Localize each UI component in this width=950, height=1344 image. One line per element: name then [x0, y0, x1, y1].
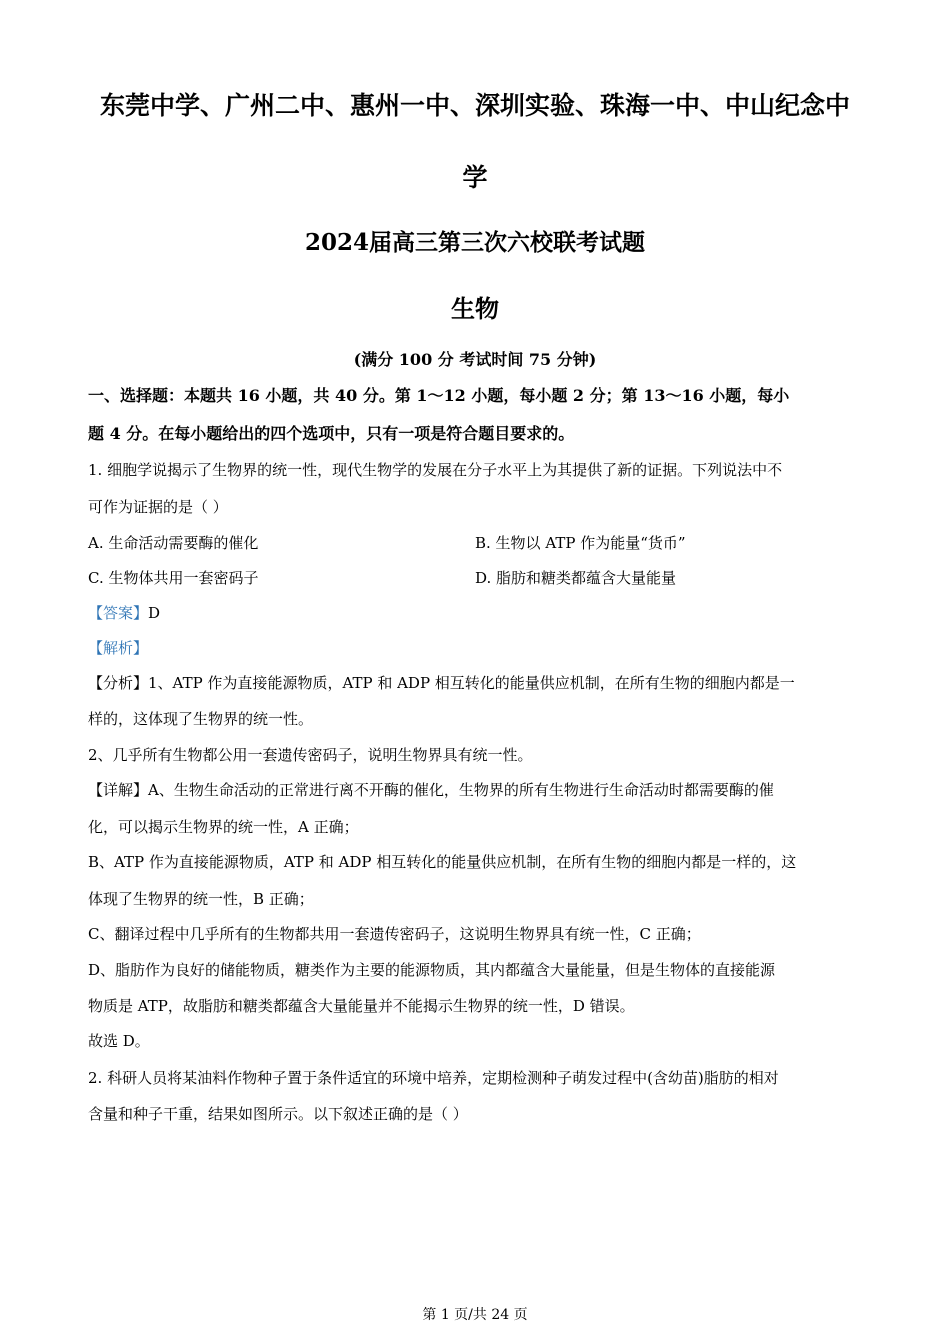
- fenxi-text: 1、ATP 作为直接能源物质，ATP 和 ADP 相互转化的能量供应机制，在所有生物的细胞内都是一: [148, 674, 795, 692]
- q1-xiangjie-b-line-1: B、ATP 作为直接能源物质，ATP 和 ADP 相互转化的能量供应机制，在所有生物的细胞内都是一样的，这: [88, 853, 797, 871]
- xiangjie-label: 【详解】: [88, 781, 149, 799]
- q1-xiangjie-d-line-1: D、脂肪作为良好的储能物质，糖类作为主要的能源物质，其内都蕴含大量能量，但是生物体的直接能源: [88, 961, 776, 979]
- exam-title: 2024届高三第三次六校联考试题: [304, 229, 645, 256]
- score-time-note: (满分 100 分 考试时间 75 分钟): [353, 350, 597, 369]
- section-heading-line-1: 一、选择题：本题共 16 小题，共 40 分。第 1～12 小题，每小题 2 分；第 13～16 小题，每小: [88, 386, 790, 405]
- q1-fenxi-line-2: 样的，这体现了生物界的统一性。: [88, 710, 314, 728]
- q1-option-c: C. 生物体共用一套密码子: [88, 569, 259, 587]
- fenxi-label: 【分析】: [88, 674, 149, 692]
- q1-xiangjie-c-line-1: C、翻译过程中几乎所有的生物都共用一套遗传密码子，这说明生物界具有统一性，C 正确；: [88, 925, 701, 943]
- q1-answer: [88, 600, 870, 626]
- q1-stem-line-2: 可作为证据的是（ ）: [88, 498, 228, 516]
- q2-stem-line-2: 含量和种子干重，结果如图所示。以下叙述正确的是（ ）: [88, 1105, 468, 1123]
- q1-xiangjie-b-line-2: 体现了生物界的统一性，B 正确；: [88, 890, 314, 908]
- q1-fenxi-line-1: [88, 670, 870, 696]
- q1-option-a: A. 生命活动需要酶的催化: [88, 534, 259, 552]
- title-line-1: 东莞中学、广州二中、惠州一中、深圳实验、珠海一中、中山纪念中: [99, 91, 850, 120]
- answer-label: 【答案】: [88, 604, 149, 622]
- xiangjie-a-text: A、生物生命活动的正常进行离不开酶的催化，生物界的所有生物进行生命活动时都需要酶的催: [148, 781, 774, 799]
- page-footer: 第 1 页/共 24 页: [422, 1307, 528, 1323]
- q1-option-b: B. 生物以 ATP 作为能量“货币”: [475, 534, 686, 552]
- q1-fenxi-line-3: 2、几乎所有生物都公用一套遗传密码子，说明生物界具有统一性。: [88, 746, 533, 764]
- q1-xiangjie-a-line-2: 化，可以揭示生物界的统一性，A 正确；: [88, 818, 359, 836]
- q1-xiangjie-a-line-1: [88, 777, 870, 803]
- subject-title: 生物: [451, 294, 499, 323]
- q1-option-d: D. 脂肪和糖类都蕴含大量能量: [475, 569, 677, 587]
- q1-analysis-label: [88, 635, 870, 661]
- analysis-label: 【解析】: [88, 639, 149, 657]
- q2-stem-line-1: 2. 科研人员将某油料作物种子置于条件适宜的环境中培养，定期检测种子萌发过程中(含幼苗)脂肪的相对: [88, 1069, 779, 1087]
- q1-stem-line-1: 1. 细胞学说揭示了生物界的统一性，现代生物学的发展在分子水平上为其提供了新的证据。下列说法中不: [88, 461, 783, 479]
- q1-xiangjie-d-line-2: 物质是 ATP，故脂肪和糖类都蕴含大量能量并不能揭示生物界的统一性，D 错误。: [88, 997, 635, 1015]
- answer-value: D: [148, 604, 161, 622]
- title-line-2: 学: [462, 163, 488, 192]
- section-heading-line-2: 题 4 分。在每小题给出的四个选项中，只有一项是符合题目要求的。: [88, 424, 575, 443]
- q1-conclusion: 故选 D。: [88, 1032, 150, 1050]
